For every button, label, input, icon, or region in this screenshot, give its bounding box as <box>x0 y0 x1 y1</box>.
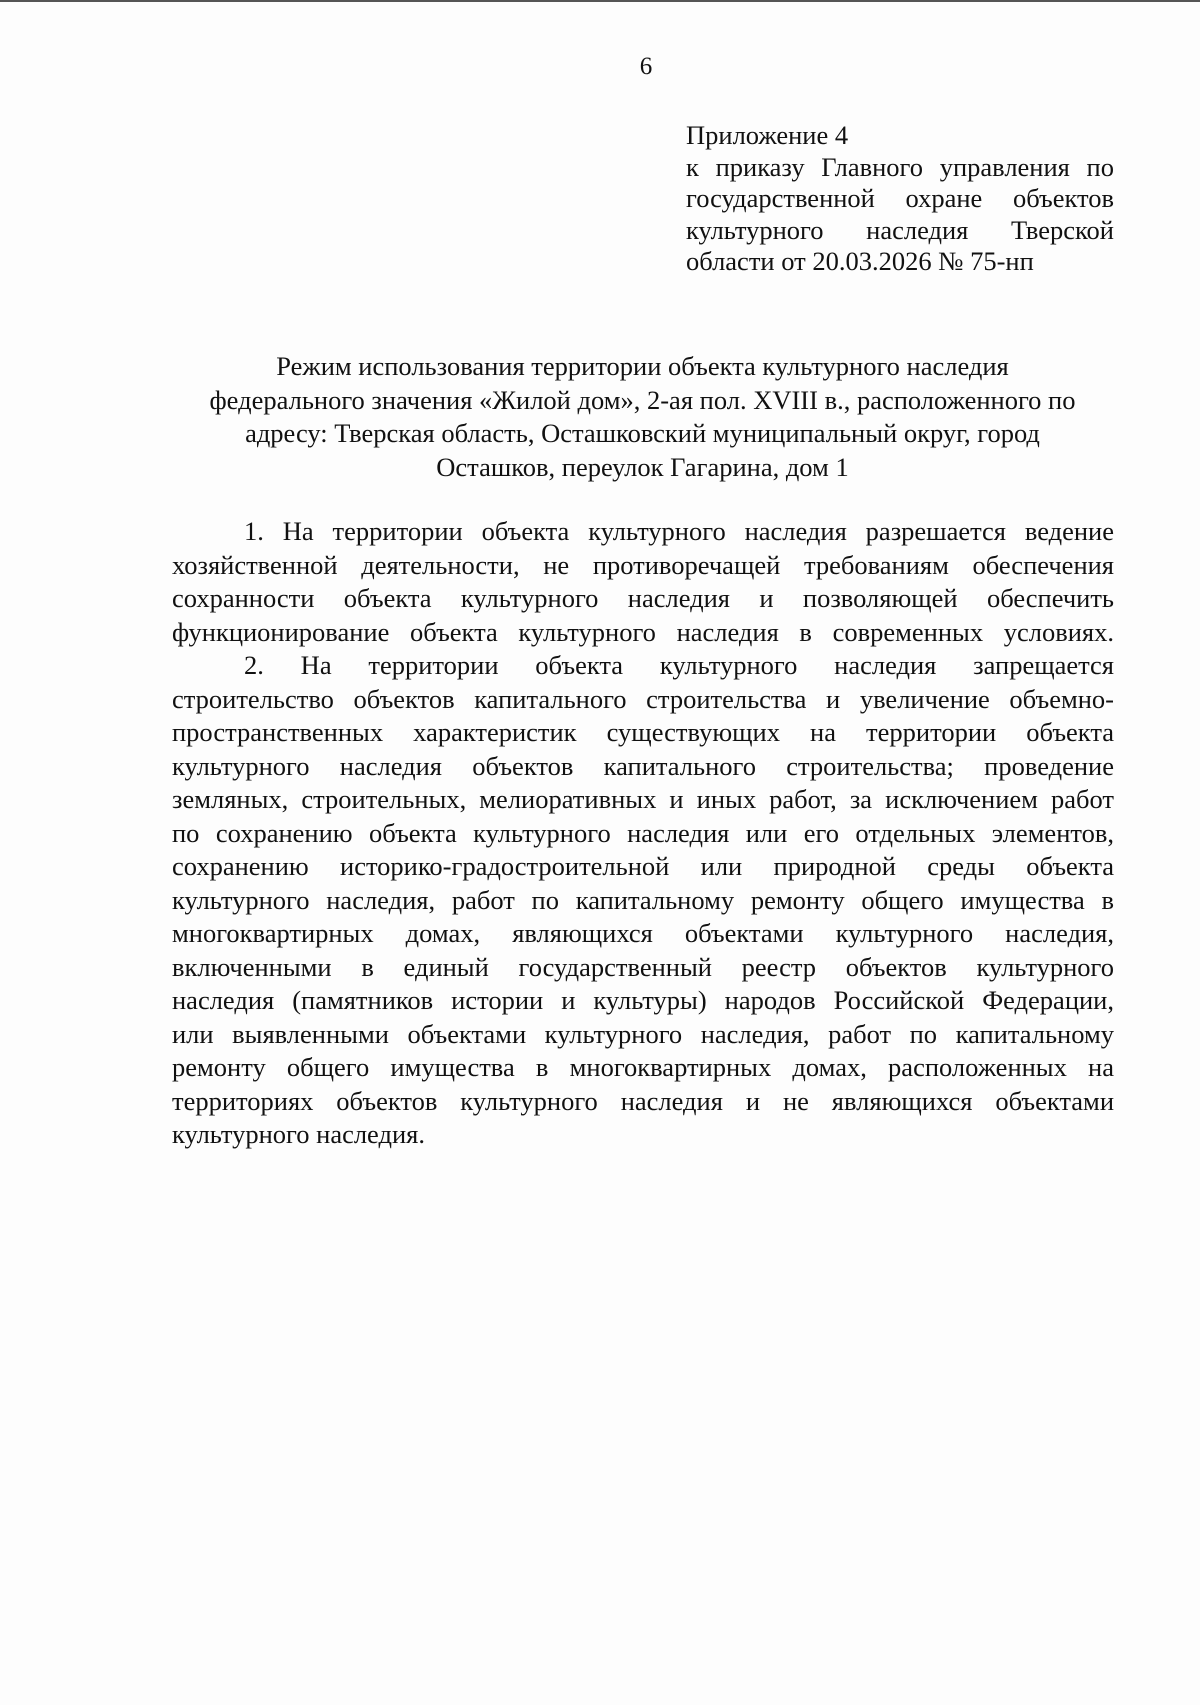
title-line: федерального значения «Жилой дом», 2-ая пол. XVIII в., расположенного по <box>209 384 1076 415</box>
paragraph-line: или выявленными объектами культурного наследия, работ по капитальному <box>172 1018 1114 1049</box>
paragraph-line: хозяйственной деятельности, не противоречащей требованиям обеспечения <box>172 549 1114 580</box>
document-title <box>170 350 1115 484</box>
appendix-line: к приказу Главного управления по <box>686 151 1114 182</box>
paragraph-line: земляных, строительных, мелиоративных и иных работ, за исключением работ <box>172 784 1114 814</box>
paragraph-line: сохранению историко-градостроительной или природной среды объекта <box>172 851 1114 881</box>
paragraph-2 <box>172 649 1114 1152</box>
paragraph-line: многоквартирных домах, являющихся объектами культурного наследия, <box>172 918 1114 948</box>
paragraph-line: сохранности объекта культурного наследия и позволяющей обеспечить <box>172 583 1114 613</box>
title-line: Режим использования территории объекта культурного наследия <box>276 351 1009 381</box>
title-line: Осташков, переулок Гагарина, дом 1 <box>436 451 849 482</box>
document-body <box>172 515 1114 1152</box>
paragraph-line: культурного наследия объектов капитального строительства; проведение <box>172 750 1114 781</box>
appendix-block <box>686 120 1114 278</box>
title-line: адресу: Тверская область, Осташковский муниципальный округ, город <box>245 418 1040 448</box>
paragraph-line: 2. На территории объекта культурного наследия запрещается <box>244 650 1114 680</box>
paragraph-line: наследия (памятников истории и культуры) народов Российской Федерации, <box>172 985 1114 1015</box>
paragraph-line: культурного наследия. <box>172 1119 425 1149</box>
page-number: 6 <box>639 53 653 80</box>
paragraph-line: строительство объектов капитального строительства и увеличение объемно- <box>172 683 1114 714</box>
appendix-line: области от 20.03.2026 № 75-нп <box>686 246 1034 276</box>
paragraph-1 <box>172 515 1114 649</box>
paragraph-line: пространственных характеристик существующих на территории объекта <box>172 717 1114 747</box>
appendix-line: государственной охране объектов <box>686 183 1114 213</box>
paragraph-line: по сохранению объекта культурного наследия или его отдельных элементов, <box>172 817 1114 848</box>
paragraph-line: включенными в единый государственный реестр объектов культурного <box>172 951 1114 982</box>
paragraph-line: территориях объектов культурного наследия и не являющихся объектами <box>172 1085 1114 1116</box>
paragraph-line: ремонту общего имущества в многоквартирных домах, расположенных на <box>172 1052 1114 1082</box>
appendix-line: культурного наследия Тверской <box>686 214 1114 245</box>
scan-edge-line <box>0 0 1200 2</box>
paragraph-line: функционирование объекта культурного наследия в современных условиях. <box>172 616 1114 647</box>
paragraph-line: 1. На территории объекта культурного наследия разрешается ведение <box>244 516 1114 546</box>
paragraph-line: культурного наследия, работ по капитальному ремонту общего имущества в <box>172 884 1114 915</box>
appendix-line: Приложение 4 <box>686 120 849 150</box>
